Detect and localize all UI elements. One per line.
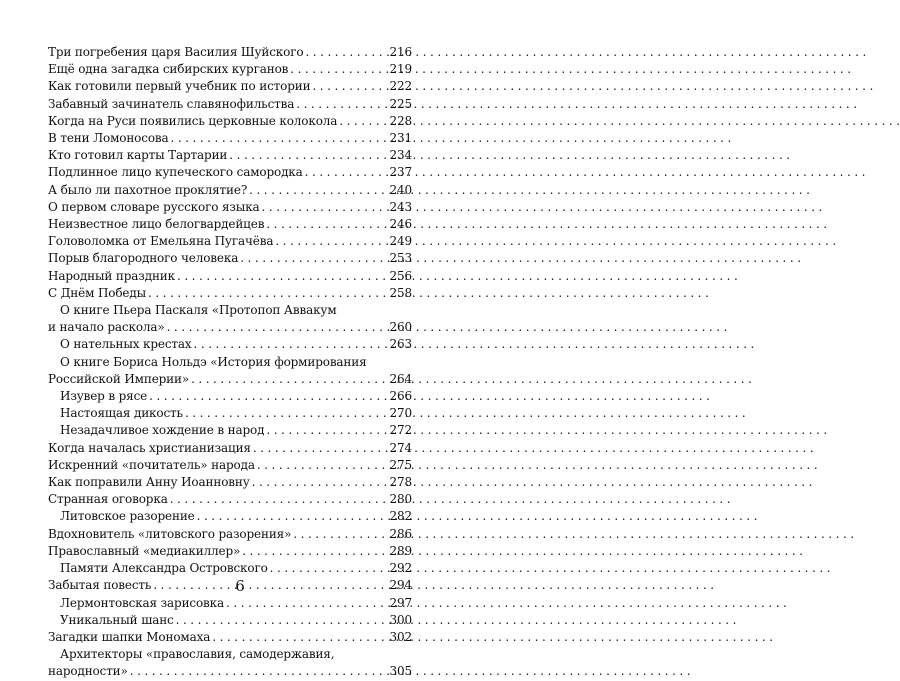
leader-dots xyxy=(339,113,387,130)
leader-dots xyxy=(177,268,388,285)
toc-entry-page: 246 xyxy=(389,217,412,232)
toc-entry-title: О нательных крестах xyxy=(60,337,192,352)
toc-entry xyxy=(48,354,412,388)
leader-dots xyxy=(212,629,387,646)
toc-entry-title: и начало раскола» xyxy=(48,320,165,335)
toc-entry-title: Три погребения царя Василия Шуйского xyxy=(48,45,304,59)
toc-entry-page: 234 xyxy=(389,148,412,163)
leader-dots xyxy=(191,371,387,388)
toc-entry-title: Изувер в рясе xyxy=(60,389,148,404)
toc-entry xyxy=(48,233,412,250)
toc-entry-page: 253 xyxy=(389,251,412,266)
leader-dots xyxy=(275,233,387,250)
toc-entry xyxy=(48,543,412,560)
leader-dots xyxy=(170,491,388,508)
toc-entry-page: 302 xyxy=(389,629,412,644)
toc-entry-title: Уникальный шанс xyxy=(60,612,174,627)
toc-entry-page: 289 xyxy=(389,543,412,558)
toc-entry xyxy=(48,336,412,353)
leader-dots xyxy=(240,250,387,267)
toc-entry-title-line1: Архитекторы «православия, самодержавия, xyxy=(60,647,335,662)
toc-entry-page: 297 xyxy=(389,595,412,610)
toc-entry-title: народности» xyxy=(48,664,128,679)
toc-entry-page: 275 xyxy=(389,457,412,472)
toc-entry-title: Неизвестное лицо белогвардейцев xyxy=(48,217,265,232)
leader-dots xyxy=(148,285,388,302)
leader-dots xyxy=(312,78,387,95)
toc-entry-title: Забытая повесть xyxy=(48,578,152,593)
toc-entry-page: 240 xyxy=(389,182,412,197)
toc-entry-title: С Днём Победы xyxy=(48,285,147,300)
toc-entry-title: Когда началась христианизация xyxy=(48,440,251,455)
toc-entry-title: Православный «медиакиллер» xyxy=(48,543,241,558)
toc-entry-title: Головоломка от Емельяна Пугачёва xyxy=(48,234,274,249)
toc-entry xyxy=(48,491,412,508)
toc-entry-page: 292 xyxy=(389,561,412,576)
toc-entry-page: 270 xyxy=(389,406,412,421)
leader-dots xyxy=(290,61,387,78)
toc-entry-title: Незадачливое хождение в народ xyxy=(60,423,265,438)
toc-entry-title-line1: О книге Пьера Паскаля «Протопоп Аввакум xyxy=(60,303,337,318)
toc-entry xyxy=(48,388,412,405)
toc-entry-title: Вдохновитель «литовского разорения» xyxy=(48,526,292,541)
toc-entry xyxy=(48,526,412,543)
toc-entry-title: В тени Ломоносова xyxy=(48,131,169,146)
toc-entry-title: Подлинное лицо купеческого самородка xyxy=(48,165,303,180)
toc-entry-page: 280 xyxy=(389,492,412,507)
toc-entry xyxy=(48,164,412,181)
leader-dots xyxy=(296,96,387,113)
toc-entry xyxy=(48,508,412,525)
toc-entry-page: 300 xyxy=(389,612,412,627)
toc-entry-title: Кто готовил карты Тартарии xyxy=(48,148,228,163)
leader-dots xyxy=(171,130,388,147)
toc-entry-page: 263 xyxy=(389,337,412,352)
toc-entry-page: 243 xyxy=(389,199,412,214)
toc-entry-title: Когда на Руси появились церковные колокола xyxy=(48,113,338,128)
toc-entry xyxy=(48,440,412,457)
toc-entry-page: 260 xyxy=(389,320,412,335)
leader-dots xyxy=(242,543,387,560)
toc-entry-title: Странная оговорка xyxy=(48,492,168,507)
toc-entry-page: 256 xyxy=(389,268,412,283)
toc-entry xyxy=(48,250,412,267)
toc-entry-page: 264 xyxy=(389,371,412,386)
toc-entry-page: 282 xyxy=(389,509,412,524)
toc-entry-page: 294 xyxy=(389,578,412,593)
toc-entry xyxy=(48,285,412,302)
leader-dots xyxy=(229,147,387,164)
leader-dots xyxy=(194,336,388,353)
toc-entry xyxy=(48,113,412,130)
toc-entry xyxy=(48,302,412,336)
leader-dots xyxy=(149,388,387,405)
leader-dots xyxy=(185,405,388,422)
leader-dots xyxy=(257,457,388,474)
toc-entry-title: Российской Империи» xyxy=(48,371,190,386)
toc-entry-page: 219 xyxy=(389,62,412,77)
toc-entry-title: Загадки шапки Мономаха xyxy=(48,629,211,644)
toc-entry xyxy=(48,474,412,491)
toc-entry xyxy=(48,130,412,147)
toc-entry-page: 258 xyxy=(389,285,412,300)
toc-entry-page: 237 xyxy=(389,165,412,180)
toc-entry-title: Порыв благородного человека xyxy=(48,251,239,266)
toc-entry-page: 286 xyxy=(389,526,412,541)
leader-dots xyxy=(266,422,387,439)
toc-entry-page: 231 xyxy=(389,131,412,146)
leader-dots xyxy=(305,164,388,181)
leader-dots xyxy=(197,508,388,525)
toc-entry xyxy=(48,147,412,164)
toc-entry-title: Забавный зачинатель славянофильства xyxy=(48,96,295,111)
toc-entry xyxy=(48,199,412,216)
toc-entry-page: 216 xyxy=(389,45,412,59)
toc-entry xyxy=(48,96,412,113)
leader-dots xyxy=(305,44,387,61)
toc-entry-page: 305 xyxy=(389,664,412,679)
toc-entry-title: А было ли пахотное проклятие? xyxy=(48,182,248,197)
toc-entry-page: 274 xyxy=(389,440,412,455)
toc-entry-page: 228 xyxy=(389,113,412,128)
toc-entry-title-line1: О книге Бориса Нольдэ «История формирования xyxy=(60,354,367,369)
leader-dots xyxy=(253,440,388,457)
toc-entry-page: 278 xyxy=(389,475,412,490)
toc-entry xyxy=(48,646,412,680)
leader-dots xyxy=(252,474,388,491)
toc-entry-title: Лермонтовская зарисовка xyxy=(60,595,225,610)
toc-entry-title: О первом словаре русского языка xyxy=(48,199,260,214)
toc-entry xyxy=(48,78,412,95)
toc-entry-title: Памяти Александра Островского xyxy=(60,561,268,576)
leader-dots xyxy=(167,319,388,336)
toc-entry xyxy=(48,422,412,439)
toc-entry xyxy=(48,595,412,612)
toc-entry xyxy=(48,405,412,422)
leader-dots xyxy=(249,182,387,199)
toc-entry-title: Как поправили Анну Иоанновну xyxy=(48,475,250,490)
leader-dots xyxy=(266,216,387,233)
toc-entry-page: 222 xyxy=(389,79,412,94)
toc-entry xyxy=(48,560,412,577)
toc-entry xyxy=(48,268,412,285)
leader-dots xyxy=(130,663,388,680)
toc-entry xyxy=(48,216,412,233)
toc-entry-page: 225 xyxy=(389,96,412,111)
toc-entry-title: Искренний «почитатель» народа xyxy=(48,457,255,472)
toc-entry-page: 272 xyxy=(389,423,412,438)
toc-entry xyxy=(48,182,412,199)
toc-entry xyxy=(48,44,412,61)
toc-entry-title: Как готовили первый учебник по истории xyxy=(48,79,311,94)
leader-dots xyxy=(293,526,387,543)
toc-entry-page: 249 xyxy=(389,234,412,249)
toc-entry-title: Ещё одна загадка сибирских курганов xyxy=(48,62,289,77)
leader-dots xyxy=(226,595,388,612)
toc-entry-title: Настоящая дикость xyxy=(60,406,183,421)
leader-dots xyxy=(176,612,388,629)
toc-entry-page: 266 xyxy=(389,389,412,404)
toc-entry-title: Народный праздник xyxy=(48,268,175,283)
toc-entry xyxy=(48,612,412,629)
toc-entry xyxy=(48,457,412,474)
leader-dots xyxy=(262,199,388,216)
toc-entry xyxy=(48,61,412,78)
toc-entry-title: Литовское разорение xyxy=(60,509,195,524)
toc-entry xyxy=(48,629,412,646)
page-number: 6 xyxy=(235,577,245,595)
leader-dots xyxy=(270,560,388,577)
